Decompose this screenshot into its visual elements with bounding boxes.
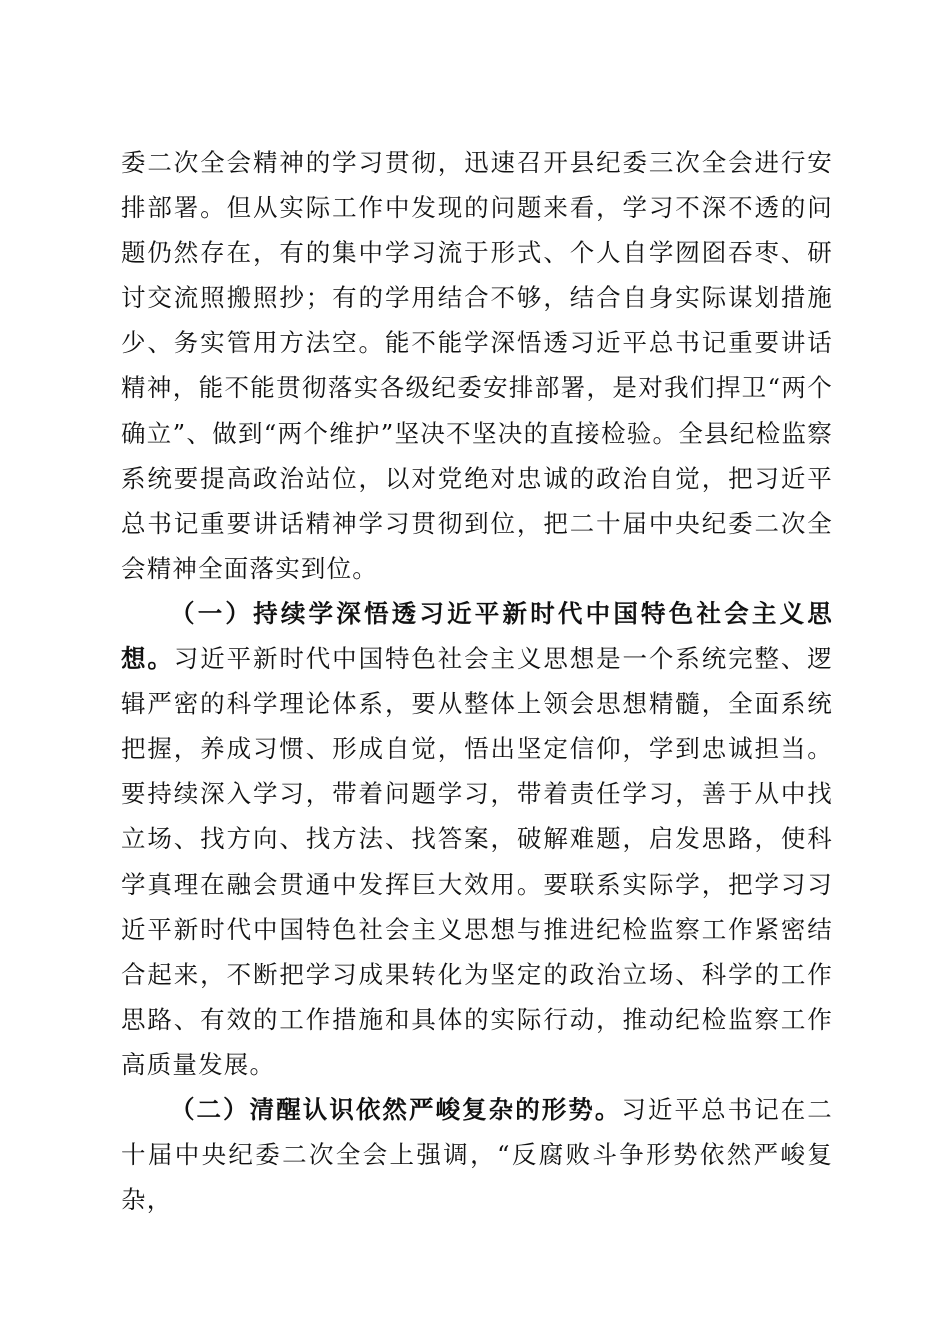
section-1-paragraph bbox=[121, 591, 833, 1087]
document-body bbox=[121, 140, 833, 1222]
section-2-heading: （二）清醒认识依然严峻复杂的形势。 bbox=[170, 1094, 622, 1124]
section-1-body: 习近平新时代中国特色社会主义思想是一个系统完整、逻辑严密的科学理论体系，要从整体上领会思想精髓，全面系统把握，养成习惯、形成自觉，悟出坚定信仰，学到忠诚担当。要持续深入学习，带着问题学习，带着责任学习，善于从中找立场、找方向、找方法、找答案，破解难题，启发思路，使科学真理在融会贯通中发挥巨大效用。要联系实际学，把学习习近平新时代中国特色社会主义思想与推进纪检监察工作紧密结合起来，不断把学习成果转化为坚定的政治立场、科学的工作思路、有效的工作措施和具体的实际行动，推动纪检监察工作高质量发展。 bbox=[121, 644, 833, 1079]
section-2-paragraph bbox=[121, 1087, 833, 1222]
section-2-body: 习近平总书记在二十届中央纪委二次全会上强调，“反腐败斗争形势依然严峻复杂， bbox=[121, 1094, 833, 1215]
paragraph-continued: 委二次全会精神的学习贯彻，迅速召开县纪委三次全会进行安排部署。但从实际工作中发现的问题来看，学习不深不透的问题仍然存在，有的集中学习流于形式、个人自学囫囵吞枣、研讨交流照搬照抄；有的学用结合不够，结合自身实际谋划措施少、务实管用方法空。能不能学深悟透习近平总书记重要讲话精神，能不能贯彻落实各级纪委安排部署，是对我们捍卫“两个确立”、做到“两个维护”坚决不坚决的直接检验。全县纪检监察系统要提高政治站位，以对党绝对忠诚的政治自觉，把习近平总书记重要讲话精神学习贯彻到位，把二十届中央纪委二次全会精神全面落实到位。 bbox=[121, 148, 833, 583]
section-1-heading: （一）持续学深悟透习近平新时代中国特色社会主义思想。 bbox=[121, 598, 833, 674]
